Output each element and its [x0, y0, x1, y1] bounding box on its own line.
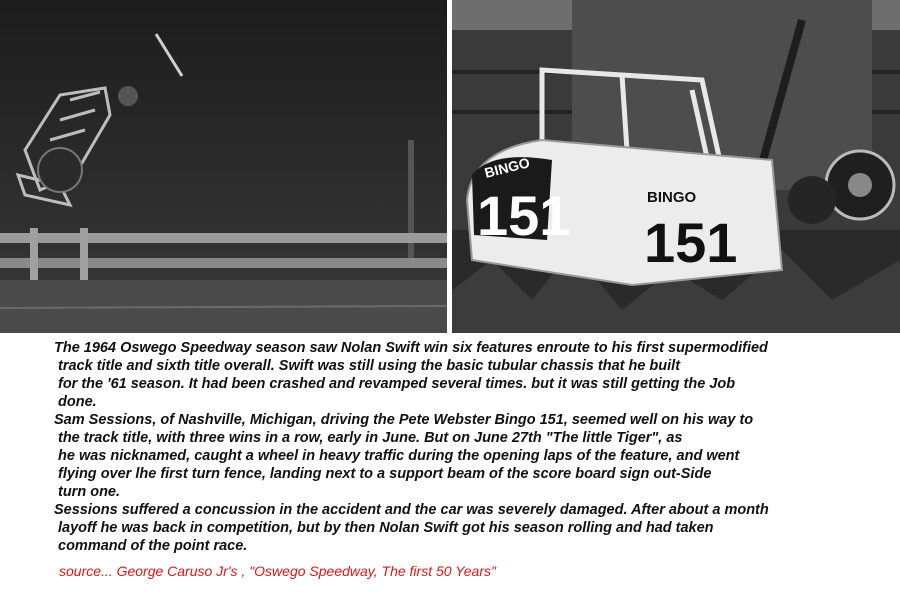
- car-number-side: 151: [644, 211, 738, 274]
- caption-line: the track title, with three wins in a row, early in June. But on June 27th "The little Tiger", as: [58, 430, 683, 446]
- caption-line: done.: [58, 394, 97, 410]
- caption-line: The 1964 Oswego Speedway season saw Nolan Swift win six features enroute to his first supermodified: [54, 340, 768, 356]
- caption-text: [54, 339, 894, 555]
- caption-line: track title and sixth title overall. Swift was still using the basic tubular chassis that he built: [58, 358, 681, 374]
- crash-photo: [0, 0, 447, 333]
- caption-line: command of the point race.: [58, 538, 248, 554]
- wrecked-car-photo: [452, 0, 900, 333]
- car-bingo-label-side: BINGO: [647, 189, 697, 206]
- car-bingo-label-nose: BINGO: [482, 154, 532, 181]
- caption-line: for the '61 season. It had been crashed and revamped several times. but it was still getting the Job: [58, 376, 736, 392]
- caption-line: Sessions suffered a concussion in the accident and the car was severely damaged. After about a month: [54, 502, 769, 518]
- source-citation: source... George Caruso Jr's , "Oswego Speedway, The first 50 Years": [59, 563, 496, 579]
- caption-line: turn one.: [58, 484, 121, 500]
- caption-line: flying over lhe first turn fence, landing next to a support beam of the score board sign out-Side: [58, 466, 712, 482]
- car-number-nose: 151: [477, 184, 571, 247]
- caption-line: layoff he was back in competition, but by then Nolan Swift got his season rolling and had taken: [58, 520, 714, 536]
- caption-line: he was nicknamed, caught a wheel in heavy traffic during the opening laps of the feature, and went: [58, 448, 740, 464]
- caption-line: Sam Sessions, of Nashville, Michigan, driving the Pete Webster Bingo 151, seemed well on his way to: [54, 412, 754, 428]
